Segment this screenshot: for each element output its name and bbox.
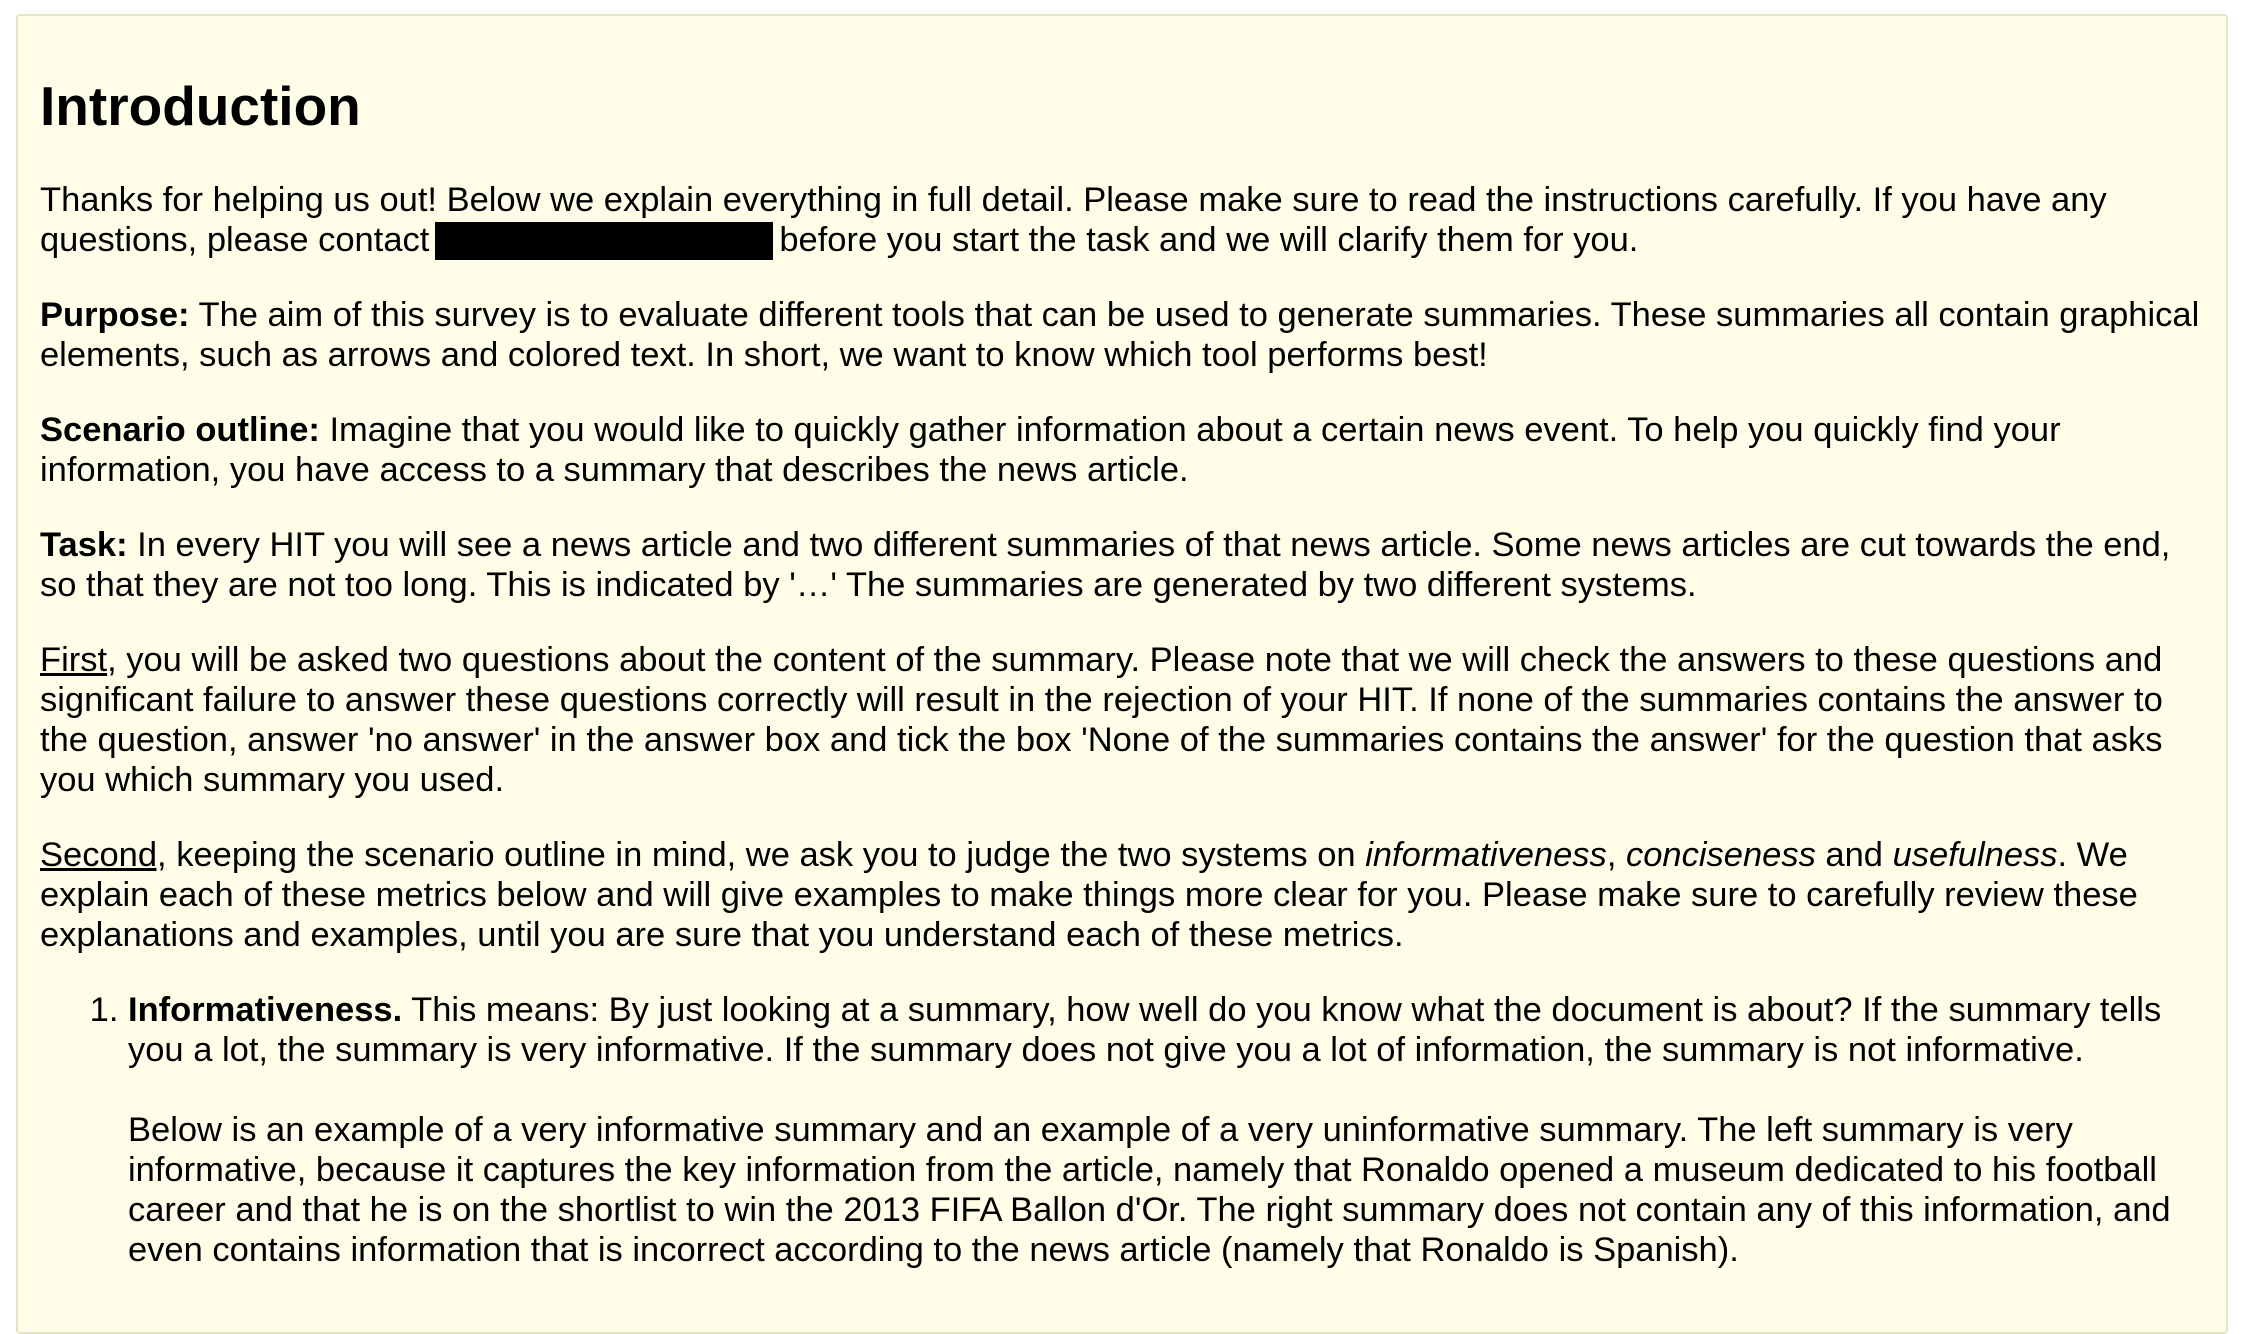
first-label: First xyxy=(40,641,108,679)
metric-usefulness: usefulness xyxy=(1892,836,2058,874)
second-text-1: keeping the scenario outline in mind, we ask you to judge the two systems on xyxy=(166,836,1366,874)
metric-definition xyxy=(128,990,2202,1070)
task-paragraph xyxy=(40,525,2202,605)
purpose-label: Purpose: xyxy=(40,296,190,334)
intro-text: Thanks for helping us out! Below we explain everything in full detail. Please make sure to read the instructions carefully. If you have any questions, please contact xyxy=(40,181,2107,259)
instructions-panel xyxy=(16,14,2228,1334)
metric-text: This means: By just looking at a summary, how well do you know what the document is about? If the summary tells you a lot, the summary is very informative. If the summary does not give you a lot of information, the summary is not informative. xyxy=(128,991,2162,1069)
first-text: , you will be asked two questions about the content of the summary. Please note that we will check the answers to these questions and significant failure to answer these questions correctly will result in the rejection of your HIT. If none of the summaries contains the answer to the question, answer 'no answer' in the answer box and tick the box 'None of the summaries contains the answer' for the question that asks you which summary you used. xyxy=(40,641,2163,799)
page-title: Introduction xyxy=(40,75,361,137)
scenario-label: Scenario outline: xyxy=(40,411,320,449)
second-paragraph xyxy=(40,835,2202,955)
intro-paragraph xyxy=(40,180,2202,260)
first-paragraph xyxy=(40,640,2202,800)
metric-example: Below is an example of a very informative summary and an example of a very uninformative summary. The left summary is very informative, because it captures the key information from the article, namely that Ronaldo opened a museum dedicated to his football career and that he is on the shortlist to win the 2013 FIFA Ballon d'Or. The right summary does not contain any of this information, and even contains information that is incorrect according to the news article (namely that Ronaldo is Spanish). xyxy=(128,1111,2171,1269)
metric-conciseness: conciseness xyxy=(1625,836,1816,874)
second-sep-2: and xyxy=(1815,836,1893,874)
metric-label: Informativeness. xyxy=(128,991,403,1029)
second-label: Second, xyxy=(40,836,167,874)
task-text: In every HIT you will see a news article and two different summaries of that news article. Some news articles are cut towards the end, so that they are not too long. This is indicated by '…' The summaries are generated by two different systems. xyxy=(40,526,2171,604)
scenario-text: Imagine that you would like to quickly gather information about a certain news event. To help you quickly find your information, you have access to a summary that describes the news article. xyxy=(40,411,2061,489)
second-text-2: . We explain each of these metrics below and will give examples to make things more clear for you. Please make sure to carefully review these explanations and examples, until you are sure that you understand each of these metrics. xyxy=(40,836,2138,954)
task-label: Task: xyxy=(40,526,128,564)
purpose-text: The aim of this survey is to evaluate different tools that can be used to generate summaries. These summaries all contain graphical elements, such as arrows and colored text. In short, we want to know which tool performs best! xyxy=(40,296,2200,374)
list-item xyxy=(128,990,2202,1270)
redacted-contact xyxy=(435,222,773,260)
metric-informativeness: informativeness xyxy=(1365,836,1607,874)
metrics-list xyxy=(40,990,2202,1270)
intro-text-after: before you start the task and we will clarify them for you. xyxy=(779,221,1639,259)
scenario-paragraph xyxy=(40,410,2202,490)
purpose-paragraph xyxy=(40,295,2202,375)
second-sep-1: , xyxy=(1606,836,1626,874)
